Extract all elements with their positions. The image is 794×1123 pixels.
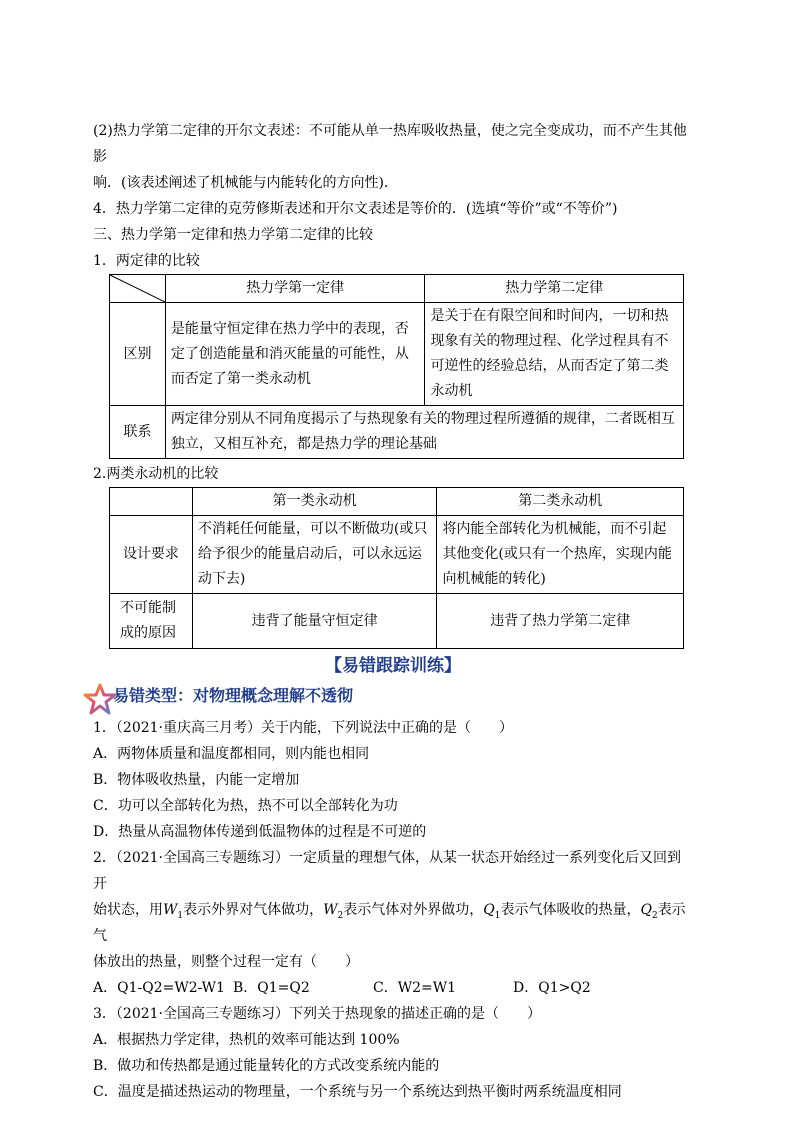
question-3 bbox=[93, 1001, 693, 1105]
option-b: B．物体吸收热量，内能一定增加 bbox=[93, 772, 300, 788]
row-label: 设计要求 bbox=[110, 516, 193, 594]
paragraph-kelvin: (2)热力学第二定律的开尔文表述：不可能从单一热库吸收热量，使之完全变成功，而不产生其他影 响．(该表述阐述了机械能与内能转化的方向性)． bbox=[93, 123, 687, 191]
column-header: 热力学第一定律 bbox=[165, 275, 425, 303]
table-cell: 两定律分别从不同角度揭示了与热现象有关的物理过程所遵循的规律，二者既相互独立，又相互补充，都是热力学的理论基础 bbox=[165, 406, 683, 459]
options-row bbox=[93, 975, 693, 1001]
document-page bbox=[93, 118, 693, 1105]
question-stem: 1．（2021·重庆高三月考）关于内能，下列说法中正确的是（ ） bbox=[93, 720, 513, 736]
star-icon bbox=[83, 683, 117, 715]
column-header: 热力学第二定律 bbox=[425, 275, 684, 303]
question-stem: 3．（2021·全国高三专题练习）下列关于热现象的描述正确的是（ ） bbox=[93, 1006, 541, 1022]
column-header: 第二类永动机 bbox=[437, 488, 684, 516]
table-cell: 将内能全部转化为机械能，而不引起其他变化(或只有一个热库，实现内能向机械能的转化) bbox=[437, 516, 684, 594]
empty-header-cell bbox=[110, 488, 193, 516]
symbol-w2: W bbox=[323, 902, 338, 918]
option-c: C．温度是描述热运动的物理量，一个系统与另一个系统达到热平衡时两系统温度相同 bbox=[93, 1084, 622, 1100]
perpetual-motion-table bbox=[109, 487, 684, 649]
symbol-q2: Q bbox=[640, 902, 652, 918]
option-a: A．两物体质量和温度都相同，则内能也相同 bbox=[93, 746, 370, 762]
option-c: C．W2=W1 bbox=[373, 980, 457, 996]
option-b: B．Q1=Q2 bbox=[233, 980, 310, 996]
table-cell: 违背了能量守恒定律 bbox=[192, 594, 437, 649]
table-row bbox=[110, 516, 684, 594]
row-label: 联系 bbox=[110, 406, 166, 459]
paragraph-equivalence: 4．热力学第二定律的克劳修斯表述和开尔文表述是等价的．(选填“等价”或“不等价”) bbox=[93, 201, 618, 217]
column-header: 第一类永动机 bbox=[192, 488, 437, 516]
table-row bbox=[110, 303, 684, 406]
question-stem-line2: 始状态，用$W_1$表示外界对气体做功，$W_2$表示气体对外界做功，$Q_1$表示气体吸收的热量，$Q_2$表示气 bbox=[93, 902, 686, 944]
option-d: D．Q1>Q2 bbox=[513, 980, 591, 996]
question-stem-line3: 体放出的热量，则整个过程一定有（ ） bbox=[93, 954, 359, 970]
diagonal-header-cell bbox=[110, 275, 166, 303]
table-cell: 不消耗任何能量，可以不断做功(或只给予很少的能量启动后，可以永远运动下去) bbox=[192, 516, 437, 594]
question-2 bbox=[93, 845, 693, 1001]
section-heading-comparison: 三、热力学第一定律和热力学第二定律的比较 bbox=[93, 227, 373, 243]
row-label: 不可能制成的原因 bbox=[110, 594, 193, 649]
table-cell: 是能量守恒定律在热力学中的表现，否定了创造能量和消灭能量的可能性，从而否定了第一类永动机 bbox=[165, 303, 425, 406]
subheading-two-laws: 1．两定律的比较 bbox=[93, 253, 200, 269]
diagonal-line bbox=[110, 275, 165, 302]
question-1 bbox=[93, 715, 693, 845]
error-type-banner bbox=[93, 681, 693, 715]
subheading-perpetual-motion: 2.两类永动机的比较 bbox=[93, 466, 219, 482]
option-c: C．功可以全部转化为热，热不可以全部转化为功 bbox=[93, 798, 398, 814]
error-type-label: 易错类型：对物理概念理解不透彻 bbox=[113, 686, 354, 705]
table-row bbox=[110, 488, 684, 516]
laws-comparison-table bbox=[109, 274, 684, 459]
table-cell: 违背了热力学第二定律 bbox=[437, 594, 684, 649]
table-row bbox=[110, 594, 684, 649]
table-row bbox=[110, 406, 684, 459]
question-stem: 2．（2021·全国高三专题练习）一定质量的理想气体，从某一状态开始经过一系列变化后又回到开 bbox=[93, 850, 681, 892]
option-a: A．Q1-Q2=W2-W1 bbox=[93, 980, 225, 996]
section-title: 【易错跟踪训练】 bbox=[325, 656, 461, 676]
row-label: 区别 bbox=[110, 303, 166, 406]
symbol-w1: W bbox=[163, 902, 178, 918]
option-b: B．做功和传热都是通过能量转化的方式改变系统内能的 bbox=[93, 1058, 440, 1074]
option-a: A．根据热力学定律，热机的效率可能达到 100% bbox=[93, 1032, 400, 1048]
option-d: D．热量从高温物体传递到低温物体的过程是不可逆的 bbox=[93, 824, 427, 840]
table-row bbox=[110, 275, 684, 303]
table-cell: 是关于在有限空间和时间内，一切和热现象有关的物理过程、化学过程具有不可逆性的经验总结，从而否定了第二类永动机 bbox=[425, 303, 684, 406]
symbol-q1: Q bbox=[483, 902, 495, 918]
